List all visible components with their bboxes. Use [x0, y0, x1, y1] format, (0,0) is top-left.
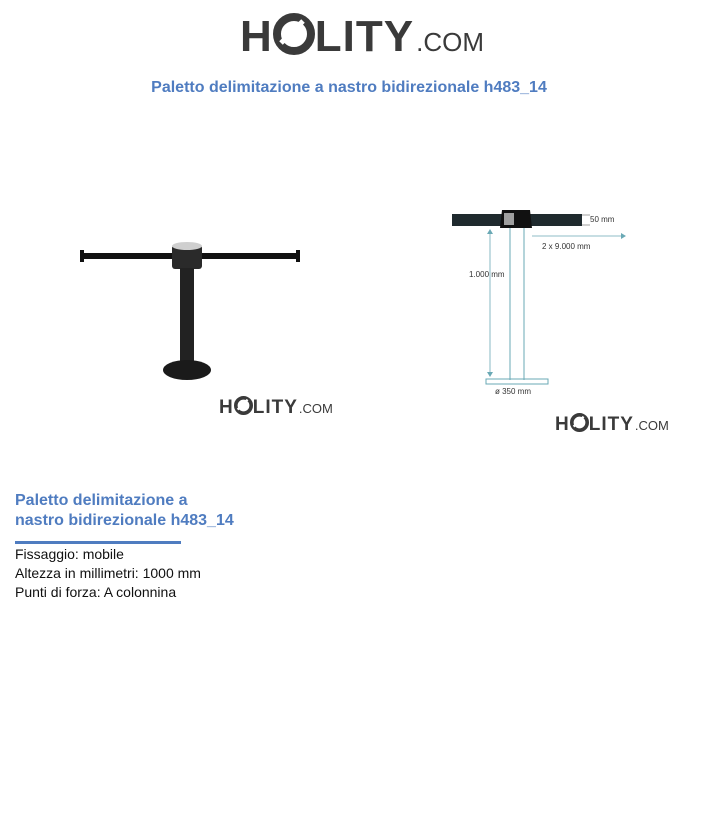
logo-word: LITY [588, 414, 634, 435]
dimension-belt-length: 2 x 9.000 mm [542, 242, 591, 251]
dimension-base: ø 350 mm [495, 387, 532, 396]
spec-fixing: Fissaggio: mobile [15, 546, 124, 562]
logo-suffix: .COM [634, 418, 669, 433]
logo-word: LITY [314, 12, 415, 61]
product-name-line1: Paletto delimitazione a [15, 492, 188, 509]
logo-suffix: .COM [298, 401, 333, 416]
logo-letter-h: H [555, 414, 570, 435]
divider [15, 541, 181, 544]
logo-word: LITY [252, 397, 298, 418]
product-name-line2: nastro bidirezionale h483_14 [15, 512, 234, 529]
technical-diagram [440, 200, 660, 405]
spec-height: Altezza in millimetri: 1000 mm [15, 565, 201, 581]
page-title: Paletto delimitazione a nastro bidirezionale h483_14 [151, 79, 547, 96]
logo-letter-h: H [219, 397, 234, 418]
holity-logo[interactable] [240, 12, 484, 62]
watermark-logo-left [219, 396, 333, 419]
logo-suffix: .COM [416, 27, 484, 57]
logo-o-icon [234, 396, 253, 419]
product-photo [60, 200, 320, 395]
dimension-height: 1.000 mm [469, 270, 505, 279]
dimension-belt-width: 50 mm [590, 215, 615, 224]
logo-o-icon [570, 413, 589, 436]
spec-list [15, 545, 201, 602]
logo-o-icon [273, 12, 315, 62]
spec-feature: Punti di forza: A colonnina [15, 584, 177, 600]
watermark-logo-right [555, 413, 669, 436]
logo-letter-h: H [240, 12, 273, 61]
product-name [15, 491, 275, 531]
